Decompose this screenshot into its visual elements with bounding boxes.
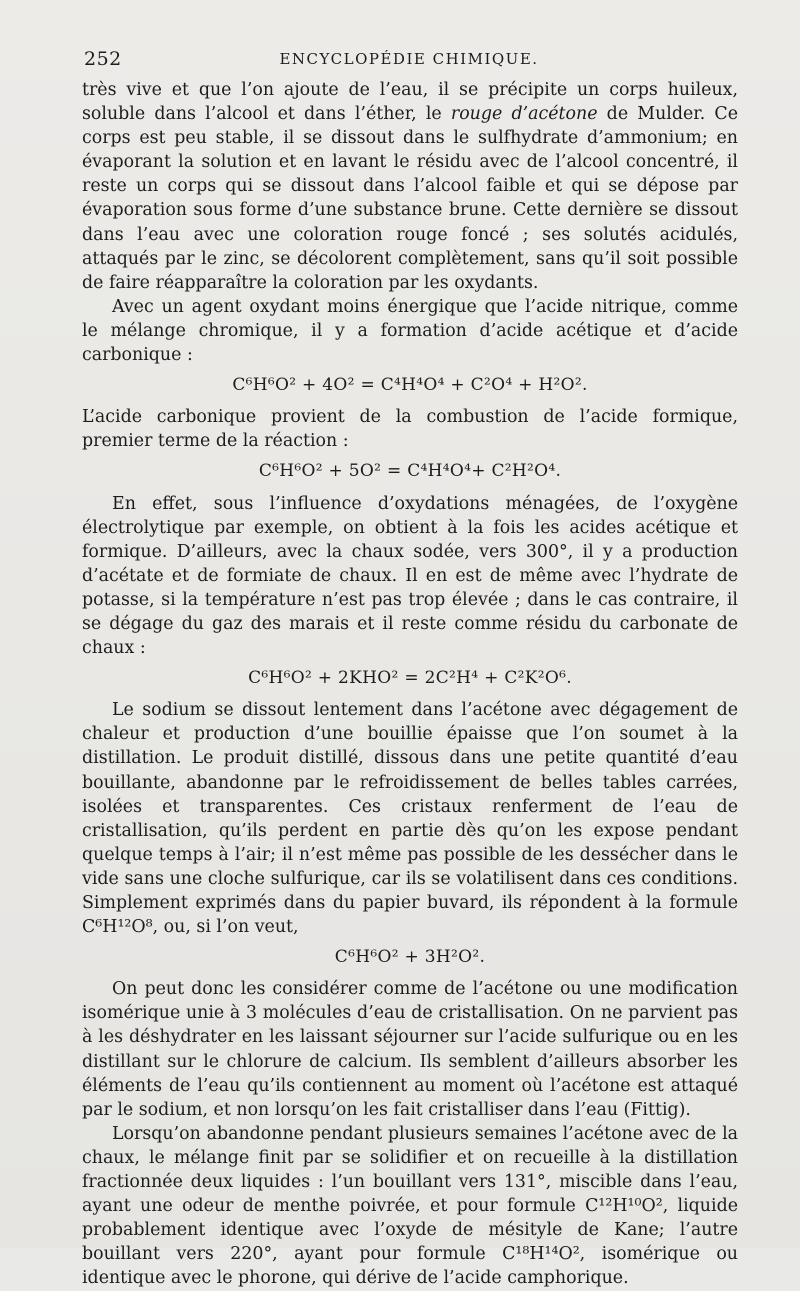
page-header [84, 48, 734, 72]
text-run: très vive et que l’on ajoute de l’eau, il se précipite un corps huileux, soluble dans l’alcool et dans l’éther, le [82, 80, 738, 125]
paragraph: L’acide carbonique provient de la combustion de l’acide formique, premier terme de la réaction : [82, 407, 738, 452]
formula: C⁶H⁶O² + 2KHO² = 2C²H⁴ + C²K²O⁶. [248, 668, 572, 689]
text-run: de Mulder. Ce corps est peu stable, il se dissout dans le sulfhydrate d’ammonium; en évaporant la solution et en lavant le résidu avec de l’alcool concentré, il reste un corps qui se dissout dans l’alcool faible et qui se dépose par évaporation sous forme d’une substance brune. Cette dernière se dissout dans l’eau avec une coloration rouge foncé ; ses solutés acidulés, attaqués par le zinc, se décolorent complètement, sans qu’il soit possible de faire réapparaître la coloration par les oxydants. [82, 104, 739, 293]
italic-term: rouge d’acétone [450, 104, 598, 125]
paragraph: Le sodium se dissout lentement dans l’acétone avec dégagement de chaleur et production d’une bouillie épaisse que l’on soumet à la distillation. Le produit distillé, dissous dans une petite quantité d’eau bouillante, abandonne par le refroidissement de belles tables carrées, isolées et transparentes. Ces cristaux renferment de l’eau de cristallisation, qu’ils perdent en partie dès qu’on les expose pendant quelque temps à l’air; il n’est même pas possible de les dessécher dans le vide sans une cloche sulfurique, car ils se volatilisent dans ces conditions. Simplement exprimés dans du papier buvard, ils répondent à la formule C⁶H¹²O⁸, ou, si l’on veut, [82, 700, 738, 938]
body-text [82, 78, 738, 1291]
paragraph [82, 78, 738, 295]
formula: C⁶H⁶O² + 4O² = C⁴H⁴O⁴ + C²O⁴ + H²O². [232, 375, 588, 396]
paragraph: On peut donc les considérer comme de l’acétone ou une modification isomérique unie à 3 molécules d’eau de cristallisation. On ne parvient pas à les déshydrater en les laissant séjourner sur l’acide sulfurique ou en les distillant sur le chlorure de calcium. Ils semblent d’ailleurs absorber les éléments de l’eau qu’ils contiennent au moment où l’acétone est attaqué par le sodium, et non lorsqu’on les fait cristalliser dans l’eau (Fittig). [82, 979, 738, 1120]
formula: C⁶H⁶O² + 5O² = C⁴H⁴O⁴+ C²H²O⁴. [258, 461, 562, 482]
page-number: 252 [84, 48, 122, 70]
paragraph: Lorsqu’on abandonne pendant plusieurs semaines l’acétone avec de la chaux, le mélange finit par se solidifier et on recueille à la distillation fractionnée deux liquides : l’un bouillant vers 131°, miscible dans l’eau, ayant une odeur de menthe poivrée, et pour formule C¹²H¹⁰O², liquide probablement identique avec l’oxyde de mésityle de Kane; l’autre bouillant vers 220°, ayant pour formule C¹⁸H¹⁴O², isomérique ou identique avec le phorone, qui dérive de l’acide camphorique. [82, 1123, 738, 1289]
paragraph: Avec un agent oxydant moins énergique que l’acide nitrique, comme le mélange chromique, il y a formation d’acide acétique et d’acide carbonique : [82, 296, 738, 366]
paragraph: En effet, sous l’influence d’oxydations ménagées, de l’oxygène électrolytique par exemple, on obtient à la fois les acides acétique et formique. D’ailleurs, avec la chaux sodée, vers 300°, il y a production d’acétate et de formiate de chaux. Il en est de même avec l’hydrate de potasse, si la température n’est pas trop élevée ; dans le cas contraire, il se dégage du gaz des marais et il reste comme résidu du carbonate de chaux : [82, 493, 738, 659]
running-head: ENCYCLOPÉDIE CHIMIQUE. [279, 50, 539, 68]
formula: C⁶H⁶O² + 3H²O². [334, 947, 486, 968]
